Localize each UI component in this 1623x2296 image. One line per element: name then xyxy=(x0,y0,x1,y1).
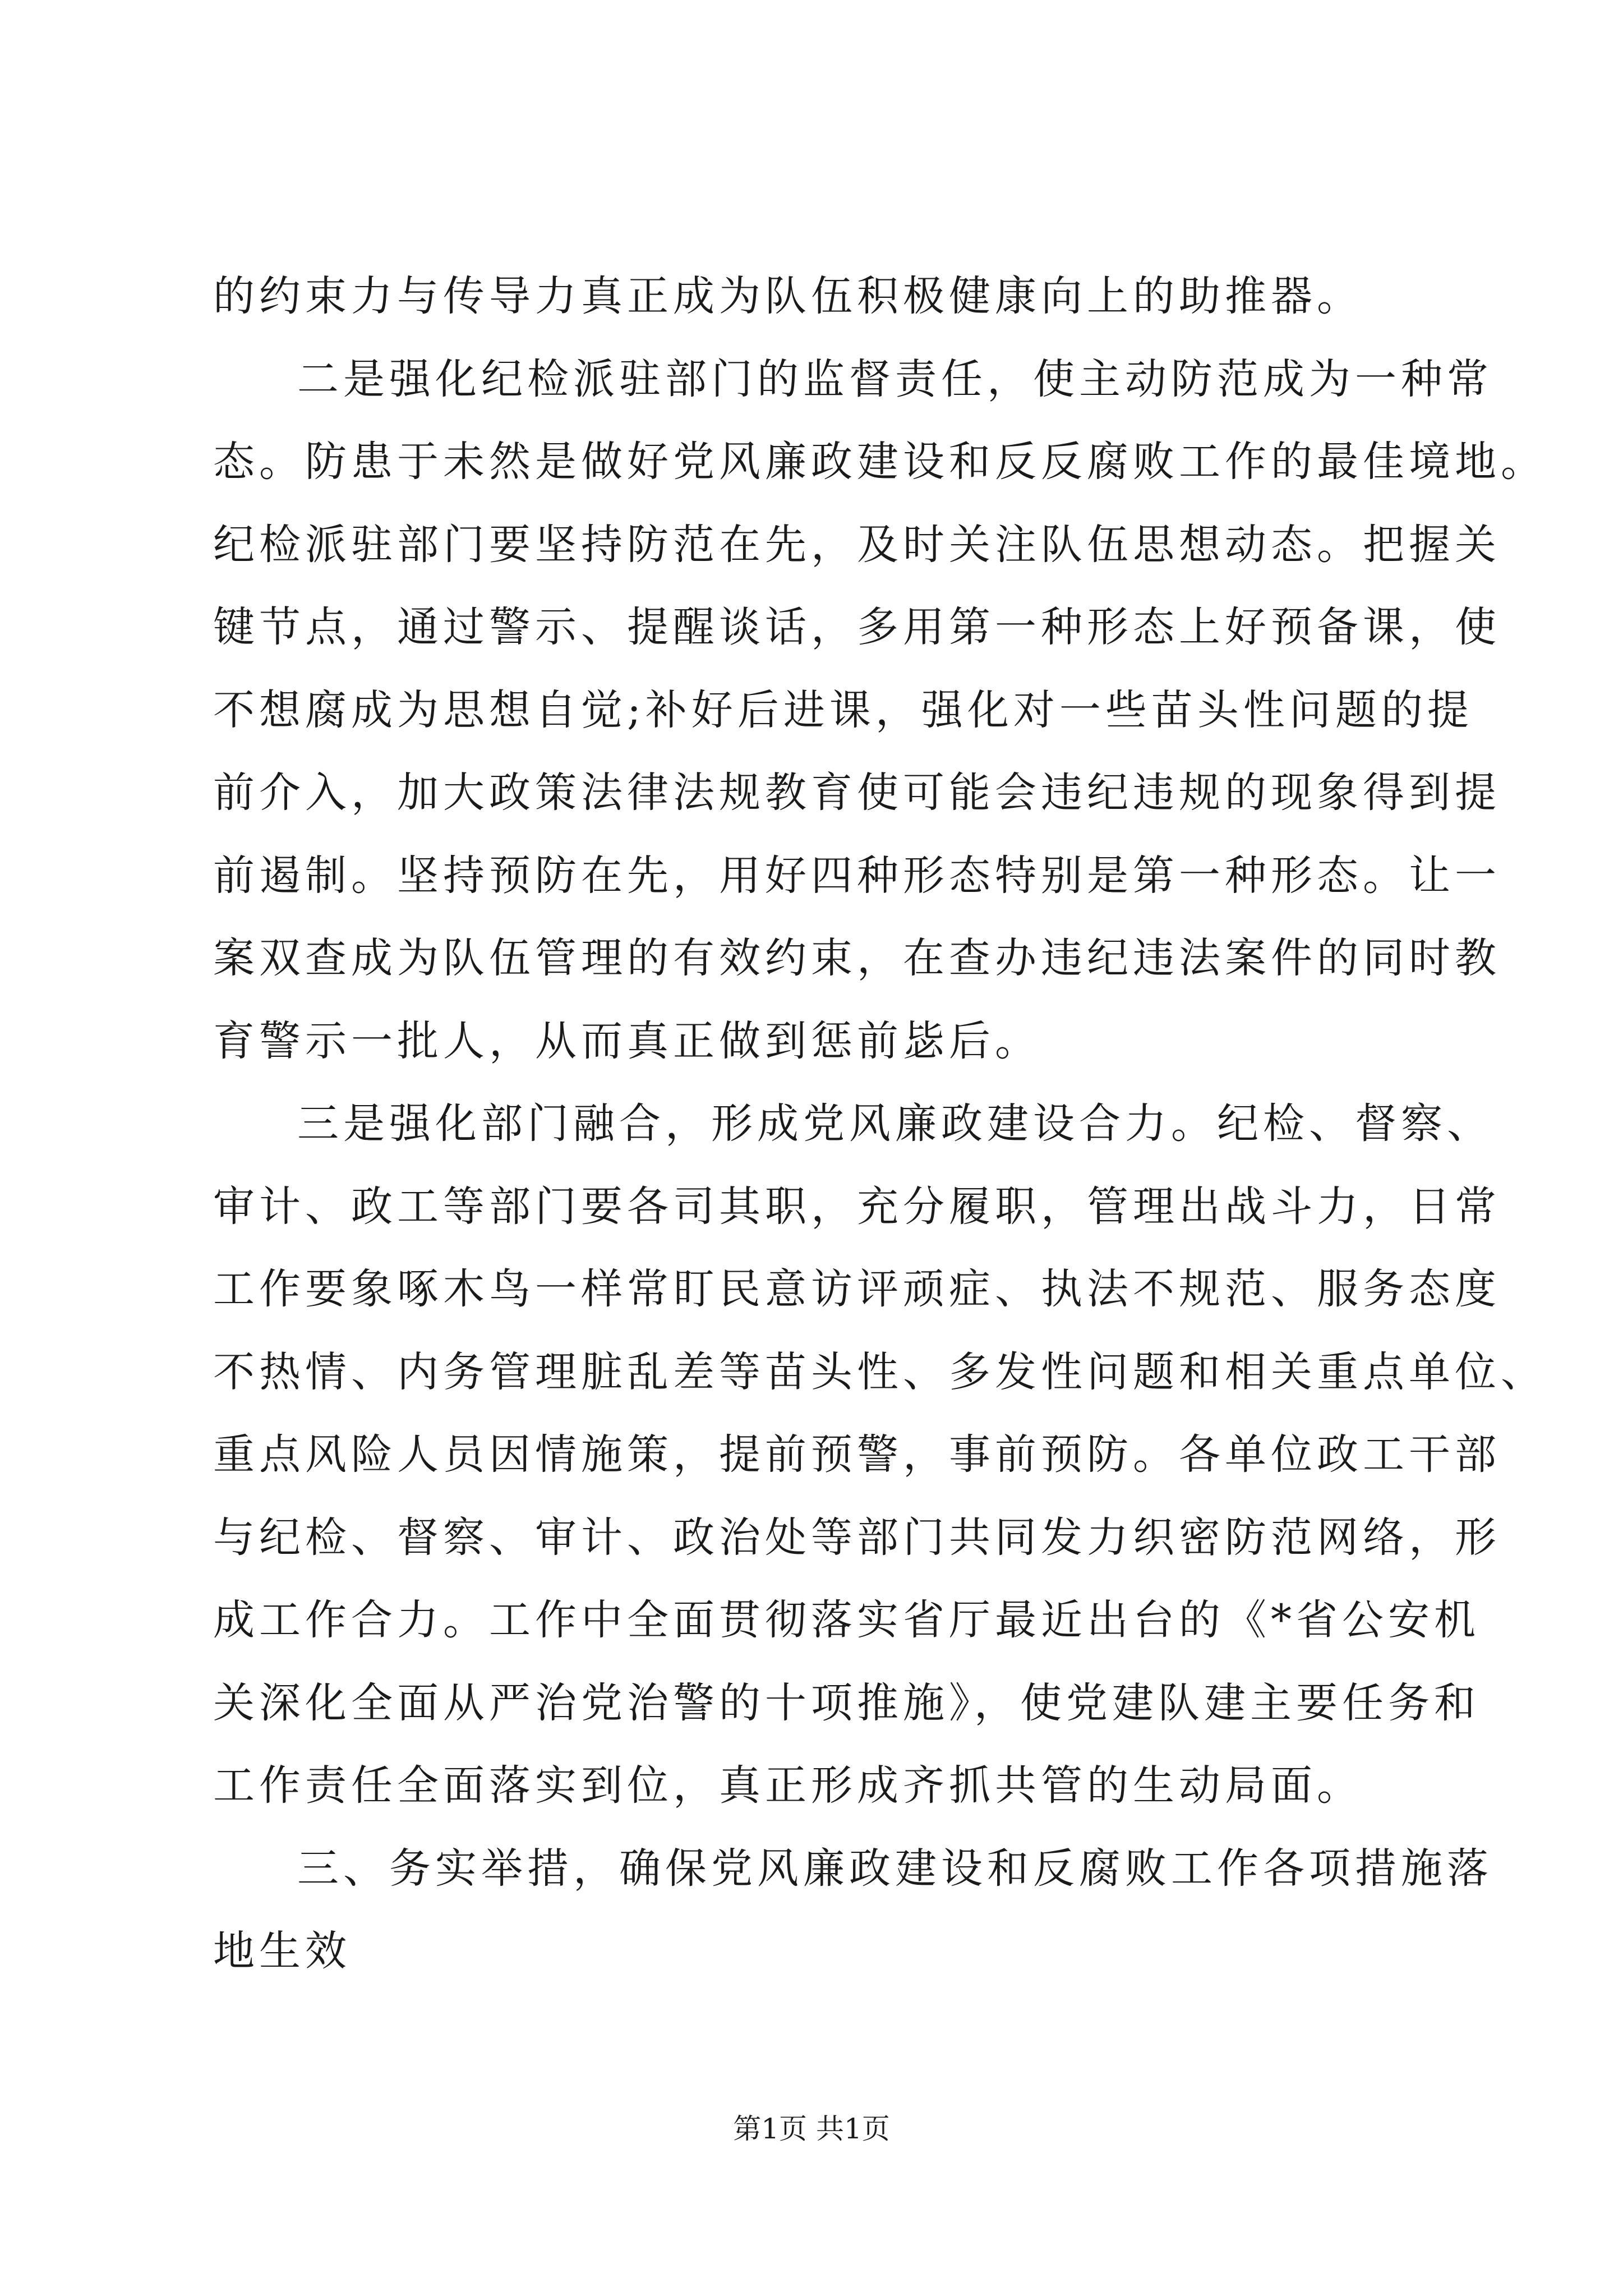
text-line: 重点风险人员因情施策，提前预警，事前预防。各单位政工干部 xyxy=(213,1430,1501,1479)
text-line: 与纪检、督察、审计、政治处等部门共同发力织密防范网络，形 xyxy=(213,1513,1501,1562)
paragraph-start-line: 二是强化纪检派驻部门的监督责任，使主动防范成为一种常 xyxy=(297,355,1493,403)
text-line: 的约束力与传导力真正成为队伍积极健康向上的助推器。 xyxy=(213,272,1363,320)
text-line: 键节点，通过警示、提醒谈话，多用第一种形态上好预备课，使 xyxy=(213,603,1501,651)
text-line: 前遏制。坚持预防在先，用好四种形态特别是第一种形态。让一 xyxy=(213,851,1501,900)
text-line: 成工作合力。工作中全面贯彻落实省厅最近出台的《*省公安机 xyxy=(213,1596,1480,1644)
text-line: 纪检派驻部门要坚持防范在先，及时关注队伍思想动态。把握关 xyxy=(213,520,1501,569)
section-heading-line: 地生效 xyxy=(213,1927,351,1975)
text-line: 工作责任全面落实到位，真正形成齐抓共管的生动局面。 xyxy=(213,1761,1363,1810)
text-line: 关深化全面从严治党治警的十项推施》，使党建队建主要任务和 xyxy=(213,1678,1480,1727)
text-line: 审计、政工等部门要各司其职，充分履职，管理出战斗力，日常 xyxy=(213,1182,1501,1231)
text-line: 工作要象啄木鸟一样常盯民意访评顽症、执法不规范、服务态度 xyxy=(213,1265,1501,1313)
text-line: 态。防患于未然是做好党风廉政建设和反反腐败工作的最佳境地。 xyxy=(213,438,1547,486)
text-line: 不热情、内务管理脏乱差等苗头性、多发性问题和相关重点单位、 xyxy=(213,1347,1547,1396)
paragraph-start-line: 三是强化部门融合，形成党风廉政建设合力。纪检、督察、 xyxy=(297,1099,1493,1148)
text-line: 案双查成为队伍管理的有效约束，在查办违纪违法案件的同时教 xyxy=(213,934,1501,982)
page-number-label: 第1页 共1页 xyxy=(733,2113,890,2145)
document-body xyxy=(213,255,1547,1993)
text-line: 不想腐成为思想自觉;补好后进课，强化对一些苗头性问题的提 xyxy=(213,685,1473,734)
page-footer xyxy=(0,2106,1623,2147)
text-line: 前介入，加大政策法律法规教育使可能会违纪违规的现象得到提 xyxy=(213,769,1501,817)
section-heading-line: 三、务实举措，确保党风廉政建设和反腐败工作各项措施落 xyxy=(297,1844,1493,1893)
text-line: 育警示一批人，从而真正做到惩前毖后。 xyxy=(213,1016,1041,1065)
